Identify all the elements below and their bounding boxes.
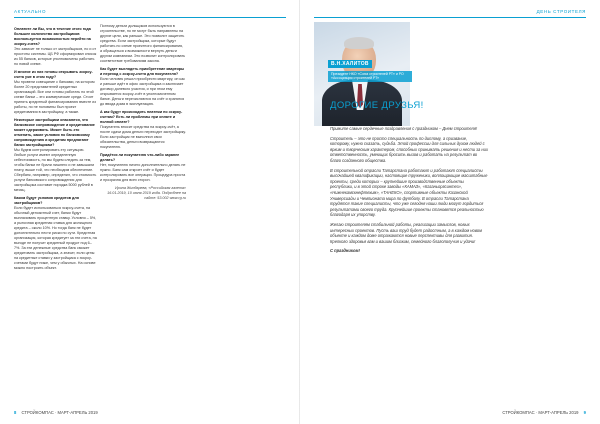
left-top-rule <box>14 17 286 18</box>
answer: Если будет использоваться эскроу-счета, на обычный депозитный счет, банки будут выплачивать процентную ставку. Условно – 5%, а рыночная кредитная ставка для жилищного кредита – около 10%. Но тогда банк не будет дополнительно нести риски по сути. Кредитная организация, которая кредитует за эти счета, на выгоде не получит кредитный продукт под 6–7%. За эти денежные средства банк сможет кредитовать застройщика, а значит, если цены на кредитные ставки у застройщика с эскроу-счетами будут ниже, чем у обычных. На основе можно построить объект. <box>14 206 97 270</box>
answer: Мы будем контролировать эту ситуацию. Любые услуги имеют определенную себестоимость, но мы будем следить за тем, чтобы банки не брали лишнего и не завышали плату, выше той, что необходим обеспечение. Сбербанк, например, определил, что стоимость услуги банковского сопровождения для застройщика составит порядка 5000 рублей в месяц. <box>14 148 97 192</box>
greeting-letter <box>330 126 488 254</box>
right-page <box>300 0 600 424</box>
question: Некоторые застройщики опасаются, что банковское сопровождение и кредитование может сдерживать. Может быть это отменить, какие условия по банковскому сопровождению и кредитам предлагают банки застройщикам? <box>14 118 95 147</box>
greeting-heading: ДОРОГИЕ ДРУЗЬЯ! <box>330 100 424 111</box>
answer: Покупатель вносит средства на эскроу-счёт, а после сдачи дома деньги переходят застройщику. Если застройщик не выполнил свои обязательства, деньги возвращаются покупателю. <box>100 125 186 149</box>
left-running-head: АКТУАЛЬНО <box>14 9 47 14</box>
answer: Нет, покупателю ничего дополнительно делать не нужно. Банк сам откроет счёт и будет контролировать все операции. Процедура проста и прозрачна для всех сторон. <box>100 163 186 182</box>
answer: Мы провели совещание с банками, на котором более 20 представителей кредитных организаций. Все они готовы работать по этой схеме банки – это коммерческие среди. Стоит принять кредитный финансированию вместе из работы, но не половины был проект кредитования в застройщику, а также. <box>14 80 96 114</box>
question: Как будет выглядеть приобретение квартиры и переход с эскроу-счета для покупателя? <box>100 67 185 76</box>
left-column-2 <box>100 24 186 201</box>
letter-paragraph: Примите самые сердечные поздравления с праздником – Днем строителя! <box>330 126 478 131</box>
question: А как будут происходить платежи по эскроу-счетам? Есть ли проблемы при оплате и полной оплате? <box>100 110 183 124</box>
photo-hair <box>344 37 374 49</box>
answer: Поэтому деньги дольщиков используются в строительстве, но не могут быть направлены на другие цели, как раньше. Это позволит защитить средства. Если застройщика, которые будут работать по схеме проектного финансирования, а обращаться к возможности вернуть деньги другим компаниям. Это позволит контролировать соответствие требованиям закона. <box>100 24 186 63</box>
question: И многие из них готовы открывать эскроу-счета уже в этом году? <box>14 70 93 79</box>
right-footer-text: СТРОЙКОМПАС · МАРТ-АПРЕЛЬ 2019 <box>502 410 579 415</box>
question: Придётся ли покупателю что-либо заранее делать? <box>100 153 180 162</box>
left-footer-text: СТРОЙКОМПАС · МАРТ-АПРЕЛЬ 2019 <box>21 410 98 415</box>
question: Каким будут условия кредитов для застройщиков? <box>14 196 79 205</box>
question: Оплатите ли Вы, что в течение этого года большее количество застройщиков воспользуется возможностью перейти на эскроу-счета? <box>14 27 91 46</box>
left-footer <box>14 410 98 415</box>
letter-paragraph: В строительной отрасли Татарстана работают и работают специалисты высочайшей квалификации, настоящие труженики, воплощающие масштабные проекты, среди которых – крупнейшие производственные объекты республики, и в этой строке заводы «КАМАЗ», «Казаньоргсинтез», «Нижнекамскнефтехим», «ТАНЕКО», спортивные объекты Казанской Универсиады и Чемпионата мира по футболу. В отрасли Татарстана трудятся такие специалисты, что уже сегодня наши люди могут гордиться результатами своего труда. Крупнейшие проекты становятся реальностью благодаря их упорству. <box>330 167 488 218</box>
right-footer <box>502 410 586 415</box>
person-title: Президент НКО «Союз строителей РТ» и РО «Ассоциация строителей РТ» <box>328 71 412 82</box>
letter-paragraph: Желаю строителям стабильной работы, реализации замыслов, новых интересных проектов. Пусть ваш труд будет радостным, а в каждом новом объекте и каждом доме отражаются новые перспективы для развития. Крепкого здоровья вам и вашим близким, семейного благополучия и удачи! <box>330 221 482 244</box>
answer: Это зависит не только от застройщиков, но и от простоты системы. ЦБ РФ сформировал список из 55 банков, которые уполномочены работать по новой схеме. <box>14 47 97 66</box>
letter-signoff: С праздником! <box>330 248 360 254</box>
left-column-1 <box>14 24 97 272</box>
left-page-number: 8 <box>14 410 17 415</box>
article-source: Ирина Жиндарева, «Российская газета» 16.01.2019, 10 июня 2019 года. Подробнее на сайте: 53.002 www.rg.ru <box>107 186 186 200</box>
right-running-head: ДЕНЬ СТРОИТЕЛЯ <box>536 9 586 14</box>
person-name: В.Н.ХАЛИТОВ <box>328 60 372 68</box>
person-caption <box>328 52 412 82</box>
letter-paragraph: Строитель – это не просто специальность по диплому, а призвание, которому, нужно сказать, судьба. Этой профессии для сильных духом людей с ярким и творческим характером, способных принимать решения и нести за них ответственность, умеющих бросить вызов и работать на результат во благо созданного общества. <box>330 135 489 163</box>
answer: Если человек решил приобрести квартиру, он как и раньше идёт в офис застройщика и заключает договор долевого участия, и при этом ему открывается эскроу-счёт в уполномоченном банке. Деньги перечисляются на счёт и хранятся до ввода дома в эксплуатацию. <box>100 77 185 106</box>
right-page-number: 9 <box>583 410 586 415</box>
right-top-rule <box>314 17 586 18</box>
